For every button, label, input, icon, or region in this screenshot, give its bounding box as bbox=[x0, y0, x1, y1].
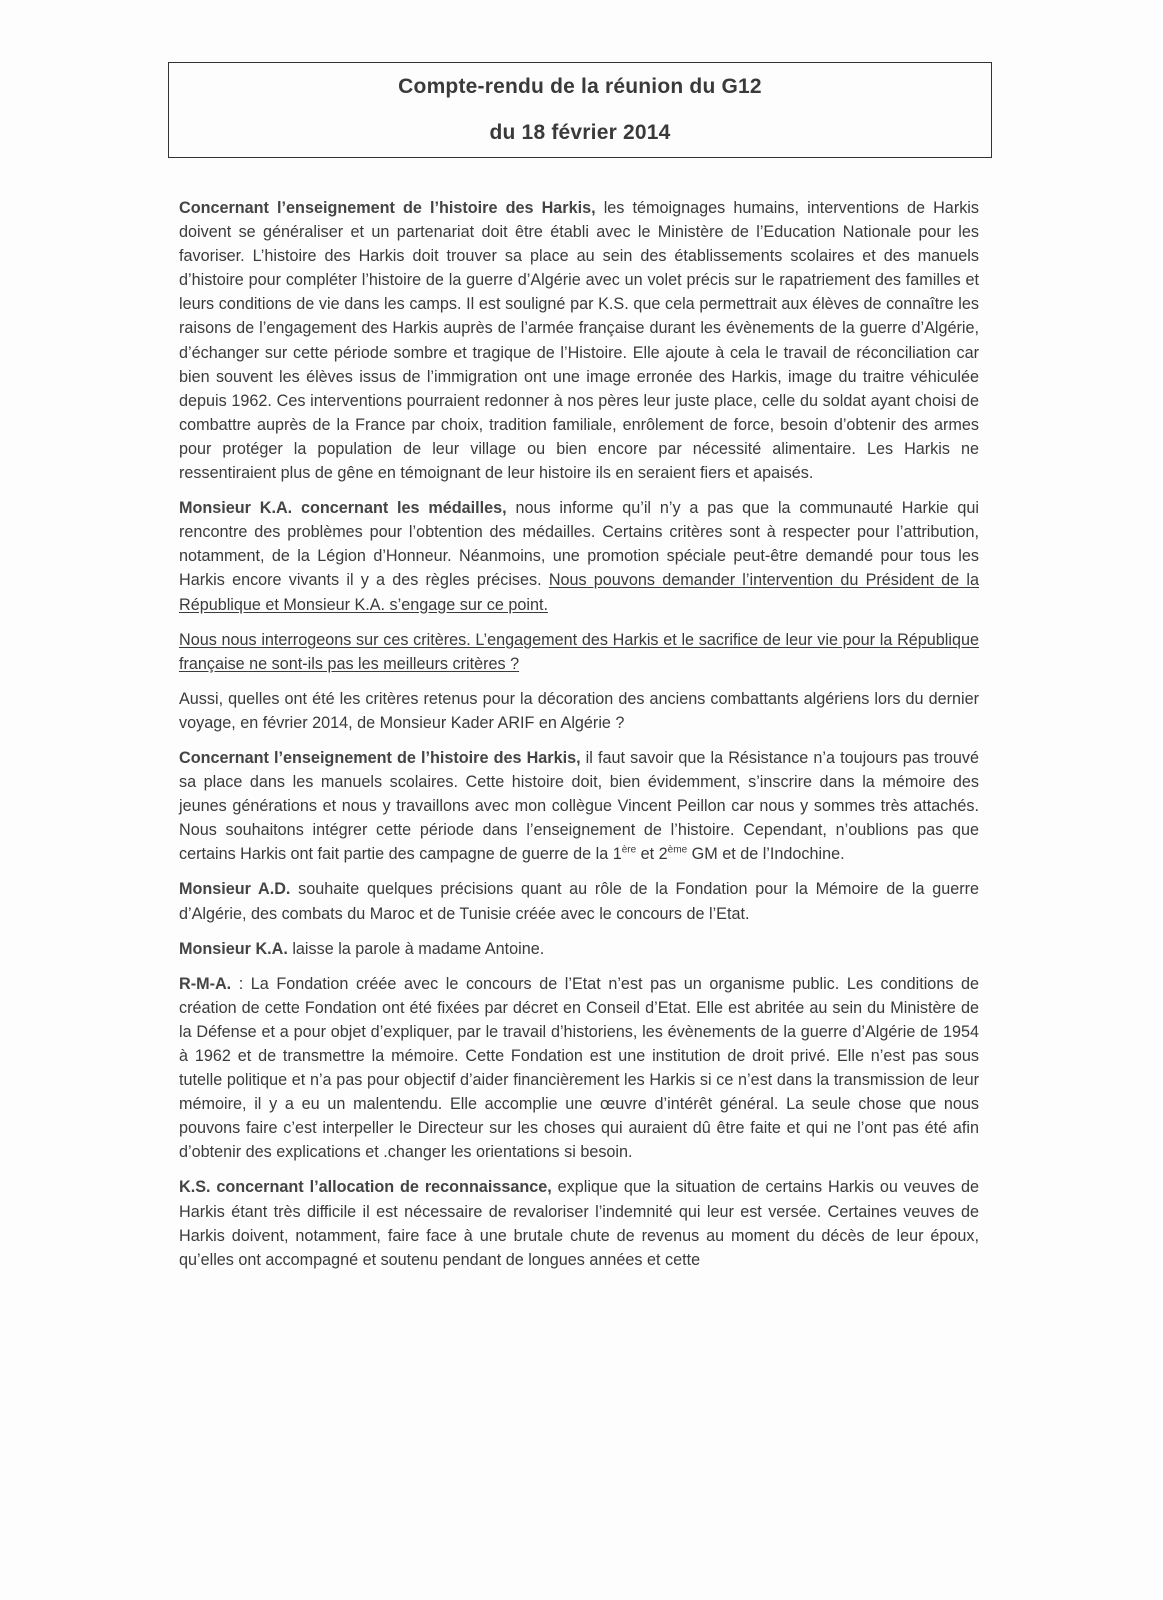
document-body bbox=[179, 196, 979, 1283]
paragraph-allocation bbox=[179, 1175, 979, 1271]
paragraph-lead: K.S. concernant l’allocation de reconnaissance, bbox=[179, 1178, 552, 1197]
paragraph-decoration bbox=[179, 687, 979, 735]
paragraph-lead: Monsieur K.A. concernant les médailles, bbox=[179, 499, 507, 518]
paragraph-criteres bbox=[179, 628, 979, 676]
paragraph-text: : La Fondation créée avec le concours de l’Etat n’est pas un organisme public. Les conditions de création de cette Fondation ont été fixées par décret en Conseil d’Etat. Elle est abritée au sein du Ministère de la Défense et a pour objet d’expliquer, par le travail d’historiens, les évènements de la guerre d’Algérie de 1954 à 1962 et de transmettre la mémoire. Cette Fondation est une institution de droit privé. Elle n’est pas sous tutelle politique et n’a pas pour objectif d’aider financièrement les Harkis si ce n’est dans la transmission de leur mémoire, il y a eu un malentendu. Elle accomplie une œuvre d’intérêt général. La seule chose que nous pouvons faire c’est interpeller le Directeur sur les choses qui auraient dû être faite et qui ne l’ont pas été afin d’obtenir des explications et .changer les orientations si besoin. bbox=[179, 974, 979, 1162]
paragraph-text: souhaite quelques précisions quant au rôle de la Fondation pour la Mémoire de la guerre d’Algérie, des combats du Maroc et de Tunisie créée avec le concours de l’Etat. bbox=[179, 880, 979, 923]
paragraph-lead: Concernant l’enseignement de l’histoire des Harkis, bbox=[179, 748, 581, 767]
paragraph-underlined-text: Nous pouvons demander l’intervention du Président de la République et Monsieur K.A. s’engage sur ce point. bbox=[179, 571, 979, 614]
paragraph-lead: Monsieur K.A. bbox=[179, 939, 288, 958]
paragraph-lead: Monsieur A.D. bbox=[179, 880, 291, 899]
paragraph-text: et 2 bbox=[636, 845, 668, 864]
paragraph-text: les témoignages humains, interventions de Harkis doivent se généraliser et un partenariat doit être établi avec le Ministère de l’Education Nationale pour les favoriser. L’histoire des Harkis doit trouver sa place au sein des établissements scolaires et des manuels d’histoire pour compléter l’histoire de la guerre d’Algérie avec un volet précis sur le rapatriement des familles et leurs conditions de vie dans les camps. Il est souligné par K.S. que cela permettrait aux élèves de connaître les raisons de l’engagement des Harkis auprès de l’armée française durant les évènements de la guerre d’Algérie, d’échanger sur cette période sombre et tragique de l’Histoire. Elle ajoute à cela le travail de réconciliation car bien souvent les élèves issus de l’immigration ont une image erronée des Harkis, image du traitre véhiculée depuis 1962. Ces interventions pourraient redonner à nos pères leur juste place, celle du soldat ayant choisi de combattre auprès de la France par choix, tradition familiale, enrôlement de force, besoin d’obtenir des armes pour protéger la population de leur village ou bien encore par nécessité alimentaire. Les Harkis ne ressentiraient plus de gêne en témoignant de leur histoire ils en seraient fiers et apaisés. bbox=[179, 199, 979, 483]
paragraph-fondation-question bbox=[179, 877, 979, 925]
paragraph-text: explique que la situation de certains Harkis ou veuves de Harkis étant très difficile il est nécessaire de revaloriser l’indemnité qui leur est versée. Certaines veuves de Harkis doivent, notamment, faire face à une brutale chute de revenus au moment du décès de leur époux, qu’elles ont accompagné et soutenu pendant de longues années et cette bbox=[179, 1178, 979, 1269]
paragraph-lead: R-M-A. bbox=[179, 974, 232, 993]
paragraph-text: GM et de l’Indochine. bbox=[687, 845, 845, 864]
paragraph-lead: Concernant l’enseignement de l’histoire des Harkis, bbox=[179, 199, 596, 217]
document-title: Compte-rendu de la réunion du G12 bbox=[398, 75, 762, 98]
paragraph-underlined-text: Nous nous interrogeons sur ces critères. L’engagement des Harkis et le sacrifice de leur vie pour la République française ne sont-ils pas les meilleurs critères ? bbox=[179, 630, 979, 673]
paragraph-enseignement-1 bbox=[179, 196, 979, 485]
paragraph-enseignement-2 bbox=[179, 746, 979, 866]
document-date: du 18 février 2014 bbox=[489, 121, 671, 144]
paragraph-text: laisse la parole à madame Antoine. bbox=[287, 939, 545, 958]
paragraph-parole bbox=[179, 937, 979, 961]
title-box bbox=[168, 62, 992, 158]
paragraph-text: il faut savoir que la Résistance n’a toujours pas trouvé sa place dans les manuels scolaires. Cette histoire doit, bien évidemment, s’inscrire dans la mémoire des jeunes générations et nous y travaillons avec mon collègue Vincent Peillon car nous y sommes très attachés. Nous souhaitons intégrer cette période dans l’enseignement de l’histoire. Cependant, n’oublions pas que certains Harkis ont fait partie des campagne de guerre de la 1 bbox=[179, 748, 980, 864]
paragraph-fondation-reponse bbox=[179, 972, 979, 1165]
paragraph-text: nous informe qu’il n’y a pas que la communauté Harkie qui rencontre des problèmes pour l’obtention des médailles. Certains critères sont à respecter pour l’attribution, notamment, de la Légion d’Honneur. Néanmoins, une promotion spéciale peut-être demandé pour tous les Harkis encore vivants il y a des règles précises. bbox=[179, 499, 979, 590]
superscript: ère bbox=[621, 844, 637, 856]
superscript: ème bbox=[667, 844, 688, 856]
paragraph-text: Aussi, quelles ont été les critères retenus pour la décoration des anciens combattants algériens lors du dernier voyage, en février 2014, de Monsieur Kader ARIF en Algérie ? bbox=[179, 689, 979, 732]
paragraph-medailles bbox=[179, 496, 979, 616]
